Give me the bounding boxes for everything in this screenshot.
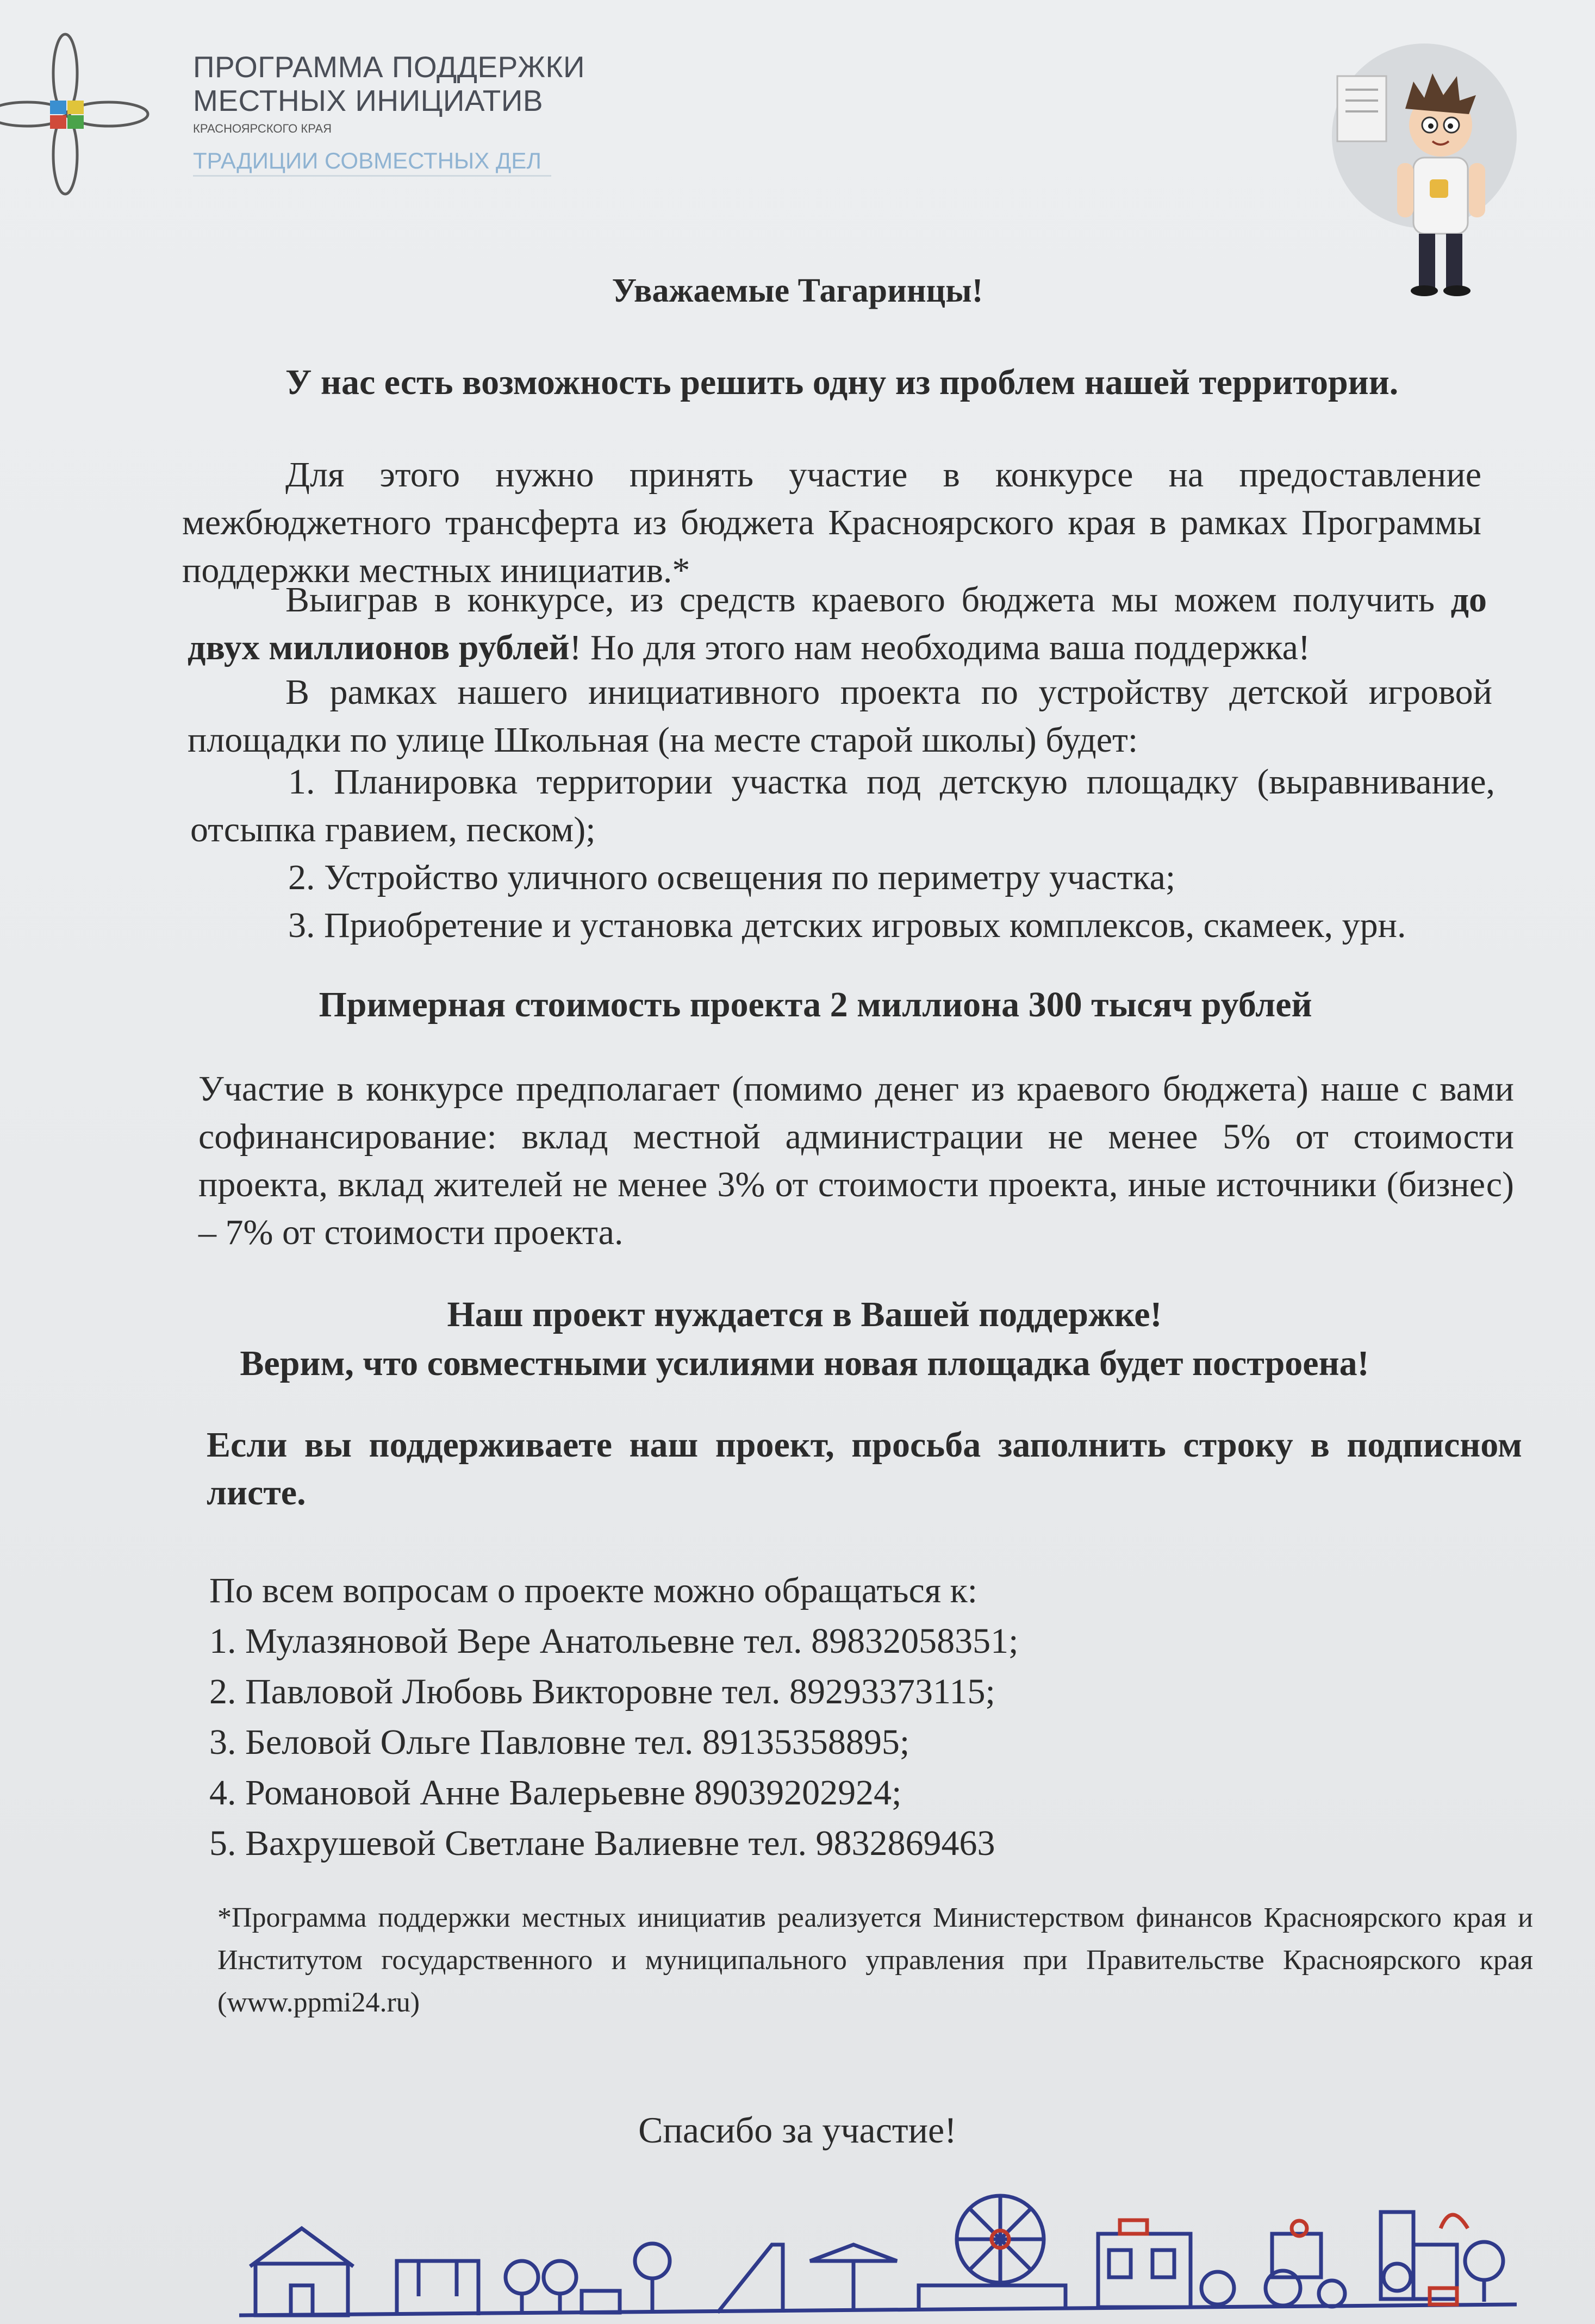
- project-cost: Примерная стоимость проекта 2 миллиона 300 тысяч рублей: [319, 985, 1312, 1024]
- list-item: 2. Устройство уличного освещения по периметру участка;: [288, 858, 1176, 897]
- logo-line3: КРАСНОЯРСКОГО КРАЯ: [193, 122, 332, 135]
- paragraph-2: [188, 576, 1487, 672]
- ppmi-logo-icon: [0, 30, 163, 198]
- logo-tagline: ТРАДИЦИИ СОВМЕСТНЫХ ДЕЛ: [193, 147, 551, 177]
- paragraph-1: Для этого нужно принять участие в конкурсе на предоставление межбюджетного трансферта из бюджета Красноярского края в рамках Программы поддержки местных инициатив.*: [182, 455, 1481, 590]
- signature-request: Если вы поддерживаете наш проект, просьба заполнить строку в подписном листе.: [207, 1425, 1522, 1513]
- contacts-block: [209, 1565, 1525, 1869]
- thanks-text: Спасибо за участие!: [638, 2109, 957, 2151]
- paragraph-2-text-b: ! Но для этого нам необходима ваша поддержка!: [569, 628, 1310, 667]
- contact-item: 5. Вахрушевой Светлане Валиевне тел. 9832869463: [209, 1823, 995, 1863]
- contact-item: 4. Романовой Анне Валерьевне 89039202924;: [209, 1773, 902, 1813]
- paragraph-2-bold: до двух миллионов рублей: [188, 580, 1487, 667]
- contact-item: 1. Мулазяновой Вере Анатольевне тел. 89832058351;: [209, 1621, 1019, 1661]
- works-list: [190, 758, 1495, 949]
- logo-line2: МЕСТНЫХ ИНИЦИАТИВ: [193, 84, 544, 117]
- paragraph-2-text-a: Выиграв в конкурсе, из средств краевого бюджета мы можем получить: [285, 580, 1451, 620]
- list-item: 1. Планировка территории участка под детскую площадку (выравнивание, отсыпка гравием, песком);: [190, 762, 1495, 849]
- logo-text: [193, 50, 606, 177]
- logo-line1: ПРОГРАММА ПОДДЕРЖКИ: [193, 50, 585, 84]
- contact-item: 3. Беловой Ольге Павловне тел. 89135358895;: [209, 1722, 910, 1762]
- support-line-1: Наш проект нуждается в Вашей поддержке!: [447, 1295, 1162, 1334]
- cofinance-paragraph: Участие в конкурсе предполагает (помимо денег из краевого бюджета) наше с вами софинансирование: вклад местной администрации не менее 5% от стоимости проекта, вклад жителей не менее 3% от стоимости проекта, иные источники (бизнес) – 7% от стоимости проекта.: [198, 1069, 1514, 1252]
- contacts-heading: По всем вопросам о проекте можно обращаться к:: [209, 1571, 978, 1610]
- page-title: Уважаемые Тагаринцы!: [612, 272, 983, 309]
- contact-item: 2. Павловой Любовь Викторовне тел. 89293373115;: [209, 1672, 995, 1711]
- list-item: 3. Приобретение и установка детских игровых комплексов, скамеек, урн.: [288, 905, 1406, 945]
- paragraph-3: В рамках нашего инициативного проекта по устройству детской игровой площадки по улице Школьная (на месте старой школы) будет:: [188, 672, 1492, 760]
- footnote: *Программа поддержки местных инициатив реализуется Министерством финансов Красноярского края и Институтом государственного и муниципального управления при Правительстве Красноярского края (www.ppmi24.ru): [217, 1902, 1533, 2018]
- village-line-art-icon: [239, 2169, 1517, 2324]
- mascot-boy-icon: [1326, 43, 1522, 304]
- support-line-2: Верим, что совместными усилиями новая площадка будет построена!: [240, 1344, 1369, 1383]
- intro-paragraph: У нас есть возможность решить одну из проблем нашей территории.: [285, 363, 1399, 402]
